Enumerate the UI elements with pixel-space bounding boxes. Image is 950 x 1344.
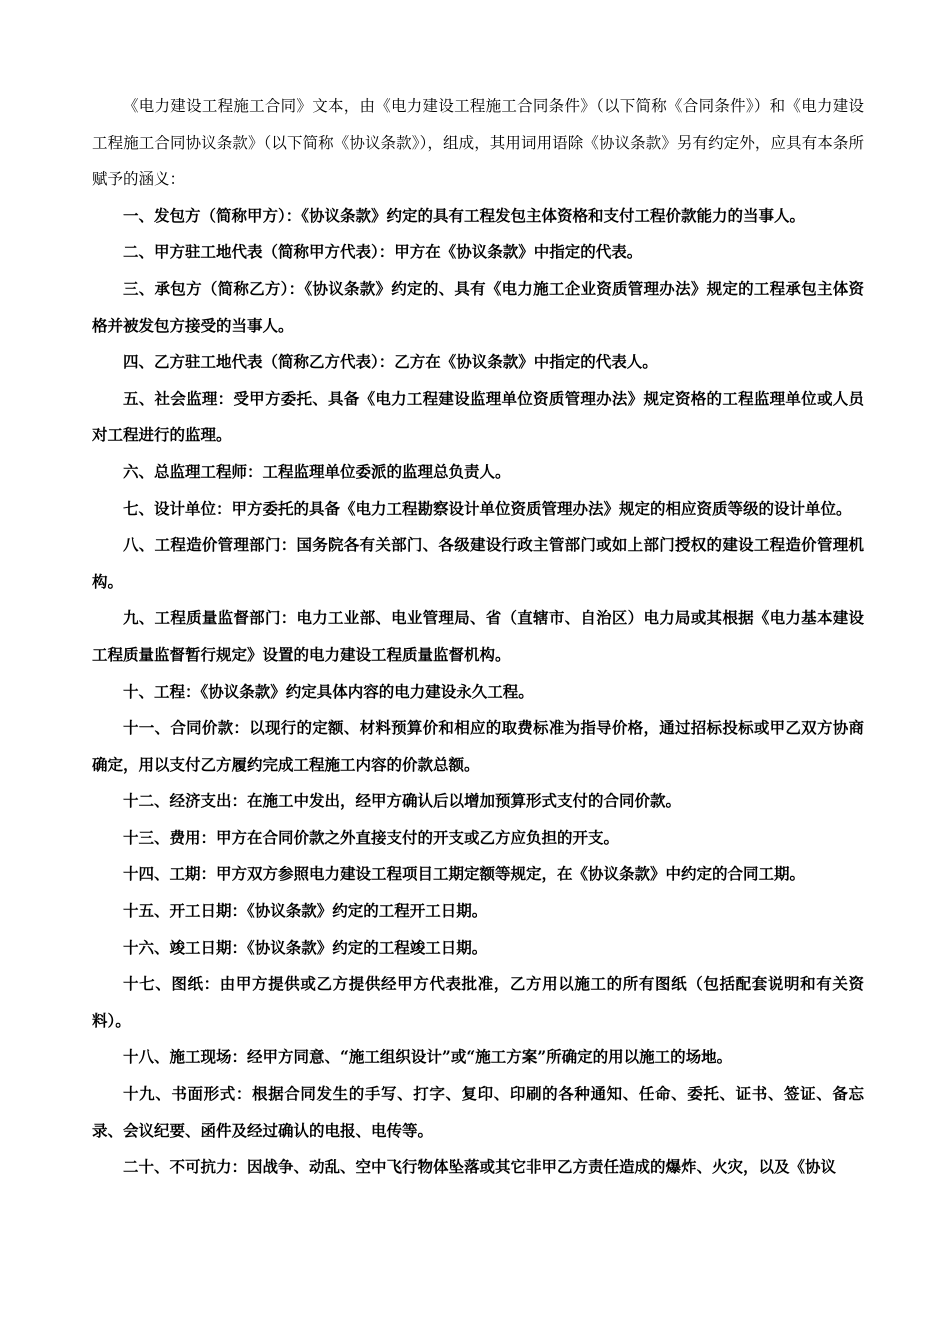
definition-11: 十一、合同价款：以现行的定额、材料预算价和相应的取费标准为指导价格，通过招标投标或甲乙双方协商确定，用以支付乙方履约完成工程施工内容的价款总额。 <box>92 718 864 774</box>
definition-10: 十、工程：《协议条款》约定具体内容的电力建设永久工程。 <box>123 681 534 701</box>
definition-4: 四、乙方驻工地代表（简称乙方代表）：乙方在《协议条款》中指定的代表人。 <box>123 352 658 372</box>
definition-17: 十七、图纸：由甲方提供或乙方提供经甲方代表批准，乙方用以施工的所有图纸（包括配套说明和有关资料）。 <box>92 974 864 1030</box>
definition-14: 十四、工期：甲方双方参照电力建设工程项目工期定额等规定，在《协议条款》中约定的合同工期。 <box>123 864 806 884</box>
definition-1: 一、发包方（简称甲方）：《协议条款》约定的具有工程发包主体资格和支付工程价款能力的当事人。 <box>123 205 806 225</box>
definition-15: 十五、开工日期：《协议条款》约定的工程开工日期。 <box>123 901 488 921</box>
intro-paragraph: 《电力建设工程施工合同》文本，由《电力建设工程施工合同条件》（以下简称《合同条件》）和《电力建设工程施工合同协议条款》（以下简称《协议条款》），组成，其用词用语除《协议条款》另有约定外，应具有本条所赋予的涵义： <box>92 97 864 189</box>
definition-16: 十六、竣工日期：《协议条款》约定的工程竣工日期。 <box>123 937 488 957</box>
document-body <box>92 88 864 1186</box>
definition-9: 九、工程质量监督部门：电力工业部、电业管理局、省（直辖市、自治区）电力局或其根据《电力基本建设工程质量监督暂行规定》设置的电力建设工程质量监督机构。 <box>92 608 864 664</box>
definition-18: 十八、施工现场：经甲方同意、“施工组织设计”或“施工方案”所确定的用以施工的场地。 <box>123 1047 733 1067</box>
definition-5: 五、社会监理：受甲方委托、具备《电力工程建设监理单位资质管理办法》规定资格的工程监理单位或人员对工程进行的监理。 <box>92 388 864 445</box>
definition-2: 二、甲方驻工地代表（简称甲方代表）：甲方在《协议条款》中指定的代表。 <box>123 242 643 262</box>
definition-12: 十二、经济支出：在施工中发出，经甲方确认后以增加预算形式支付的合同价款。 <box>123 791 682 811</box>
definition-7: 七、设计单位：甲方委托的具备《电力工程勘察设计单位资质管理办法》规定的相应资质等级的设计单位。 <box>123 498 852 518</box>
definition-6: 六、总监理工程师：工程监理单位委派的监理总负责人。 <box>123 461 511 481</box>
definition-19: 十九、书面形式：根据合同发生的手写、打字、复印、印刷的各种通知、任命、委托、证书、签证、备忘录、会议纪要、函件及经过确认的电报、电传等。 <box>92 1084 864 1140</box>
definition-20: 二十、不可抗力：因战争、动乱、空中飞行物体坠落或其它非甲乙方责任造成的爆炸、火灾，以及《协议 <box>123 1157 837 1177</box>
definition-8: 八、工程造价管理部门：国务院各有关部门、各级建设行政主管部门或如上部门授权的建设工程造价管理机构。 <box>92 535 864 591</box>
definition-13: 十三、费用：甲方在合同价款之外直接支付的开支或乙方应负担的开支。 <box>123 827 620 847</box>
definition-3: 三、承包方（简称乙方）：《协议条款》约定的、具有《电力施工企业资质管理办法》规定的工程承包主体资格并被发包方接受的当事人。 <box>92 278 864 335</box>
